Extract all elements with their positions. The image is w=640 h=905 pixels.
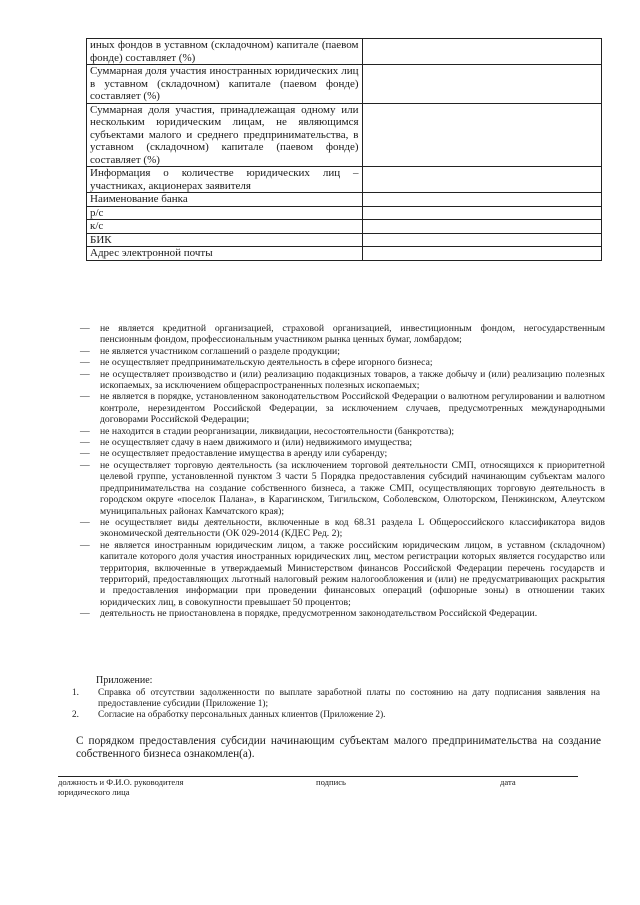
table-row <box>87 206 602 220</box>
table-row <box>87 39 602 65</box>
list-item <box>80 517 605 540</box>
list-item-text: не осуществляет предпринимательскую деятельность в сфере игорного бизнеса; <box>100 357 433 369</box>
row-label: Адрес электронной почты <box>87 247 363 261</box>
date-caption: дата <box>500 777 516 787</box>
row-label: р/с <box>87 206 363 220</box>
row-label: Суммарная доля участия иностранных юридических лиц в уставном (складочном) капитале (паевом фонде) составляет (%) <box>87 65 363 104</box>
list-item <box>80 391 605 425</box>
dash-marker: — <box>80 448 90 460</box>
appendix-item <box>72 688 600 710</box>
row-value-field[interactable] <box>362 65 601 104</box>
list-item-text: деятельность не приостановлена в порядке, предусмотренном законодательством Российской Федерации. <box>100 608 538 620</box>
dash-marker: — <box>80 425 90 437</box>
acknowledgement-text: С порядком предоставления субсидии начинающим субъектам малого предпринимательства на создание собственного бизнеса ознакомлен(а). <box>76 735 601 760</box>
dash-marker: — <box>80 437 90 449</box>
table-row <box>87 233 602 247</box>
row-label: к/с <box>87 220 363 234</box>
list-item <box>80 448 605 459</box>
appendix-item <box>72 710 600 721</box>
table-row <box>87 65 602 104</box>
appendix-text: Согласие на обработку персональных данных клиентов (Приложение 2). <box>98 710 386 720</box>
appendix-number: 2. <box>72 710 79 720</box>
row-label: БИК <box>87 233 363 247</box>
list-item-text: не осуществляет торговую деятельность (за исключением торговой деятельности СМП, относящихся к приоритетной целевой группе, установленной пунктом 3 части 5 Порядка предоставления субсидий начинающим субъектам малого предпринимательства на создание собственного бизнеса, а также СМП, осуществляющих торговую деятельность в городском округе «поселок Палана», в Карагинском, Тигильском, Соболевском, Олюторском, Пенжинском, Алеутском муниципальных районах Камчатского края); <box>100 459 605 517</box>
row-label: Информация о количестве юридических лиц – участниках, акционерах заявителя <box>87 167 363 193</box>
row-value-field[interactable] <box>362 220 601 234</box>
signature-caption: подпись <box>316 777 346 787</box>
list-item-text: не осуществляет предоставление имущества в аренду или субаренду; <box>100 448 388 460</box>
list-item <box>80 460 605 517</box>
dash-marker: — <box>80 345 90 357</box>
table-row <box>87 167 602 193</box>
row-value-field[interactable] <box>362 193 601 207</box>
dash-marker: — <box>80 391 90 403</box>
table-row <box>87 103 602 167</box>
table-row <box>87 193 602 207</box>
row-value-field[interactable] <box>362 39 601 65</box>
dash-marker: — <box>80 368 90 380</box>
table-row <box>87 247 602 261</box>
row-label: иных фондов в уставном (складочном) капитале (паевом фонде) составляет (%) <box>87 39 363 65</box>
list-item <box>80 323 605 346</box>
list-item <box>80 369 605 392</box>
row-value-field[interactable] <box>362 167 601 193</box>
list-item-text: не осуществляет виды деятельности, включенные в код 68.31 раздела L Общероссийского классификатора видов экономической деятельности (ОК 029-2014 (КДЕС Ред. 2); <box>100 516 605 540</box>
dash-marker: — <box>80 357 90 369</box>
row-value-field[interactable] <box>362 206 601 220</box>
list-item <box>80 426 605 437</box>
dash-marker: — <box>80 459 90 471</box>
list-item-text: не является участником соглашений о разделе продукции; <box>100 345 340 357</box>
list-item <box>80 357 605 368</box>
row-value-field[interactable] <box>362 247 601 261</box>
appendix-list <box>72 688 600 721</box>
dash-marker: — <box>80 516 90 528</box>
row-value-field[interactable] <box>362 103 601 167</box>
list-item-text: не осуществляет сдачу в наем движимого и (или) недвижимого имущества; <box>100 437 413 449</box>
row-label: Наименование банка <box>87 193 363 207</box>
list-item-text: не является кредитной организацией, страховой организацией, инвестиционным фондом, негосударственным пенсионным фондом, профессиональным участником рынка ценных бумаг, ломбардом; <box>100 323 605 346</box>
list-item <box>80 540 605 608</box>
appendix-title: Приложение: <box>96 675 153 686</box>
list-item <box>80 346 605 357</box>
list-item-text: не находится в стадии реорганизации, ликвидации, несостоятельности (банкротства); <box>100 425 455 437</box>
conditions-list <box>80 323 605 620</box>
appendix-text: Справка об отсутствии задолженности по выплате заработной платы по состоянию на дату подписания заявления на предоставление субсидии (Приложение 1); <box>98 688 600 709</box>
row-label: Суммарная доля участия, принадлежащая одному или нескольким юридическим лицам, не являющимся субъектами малого и среднего предпринимательства, в уставном (складочном) капитале (паевом фонде) составляет (%) <box>87 103 363 167</box>
list-item-text: не является в порядке, установленном законодательством Российской Федерации о валютном регулировании и валютном контроле, нерезидентом Российской Федерации, за исключением случаев, предусмотренных международными договорами Российской Федерации; <box>100 391 605 426</box>
position-caption: должность и Ф.И.О. руководителя юридического лица <box>58 777 184 797</box>
dash-marker: — <box>80 323 90 334</box>
list-item <box>80 608 605 619</box>
list-item <box>80 437 605 448</box>
applicant-info-table <box>86 38 602 261</box>
appendix-number: 1. <box>72 688 79 698</box>
dash-marker: — <box>80 608 90 620</box>
dash-marker: — <box>80 539 90 551</box>
table-row <box>87 220 602 234</box>
list-item-text: не осуществляет производство и (или) реализацию подакцизных товаров, а также добычу и (или) реализацию полезных ископаемых, за исключением общераспространенных полезных ископаемых; <box>100 368 605 392</box>
row-value-field[interactable] <box>362 233 601 247</box>
list-item-text: не является иностранным юридическим лицом, а также российским юридическим лицом, в уставном (складочном) капитале которого доля участия иностранных юридических лиц, местом регистрации которых является государство или территория, включенные в утверждаемый Министерством финансов Российской Федерации перечень государств и территорий, предоставляющих льготный налоговый режим налогообложения и (или) не предусматривающих раскрытия и предоставления информации при проведении финансовых операций (офшорные зоны) в отношении таких юридических лиц, в совокупности превышает 50 процентов; <box>100 539 605 608</box>
